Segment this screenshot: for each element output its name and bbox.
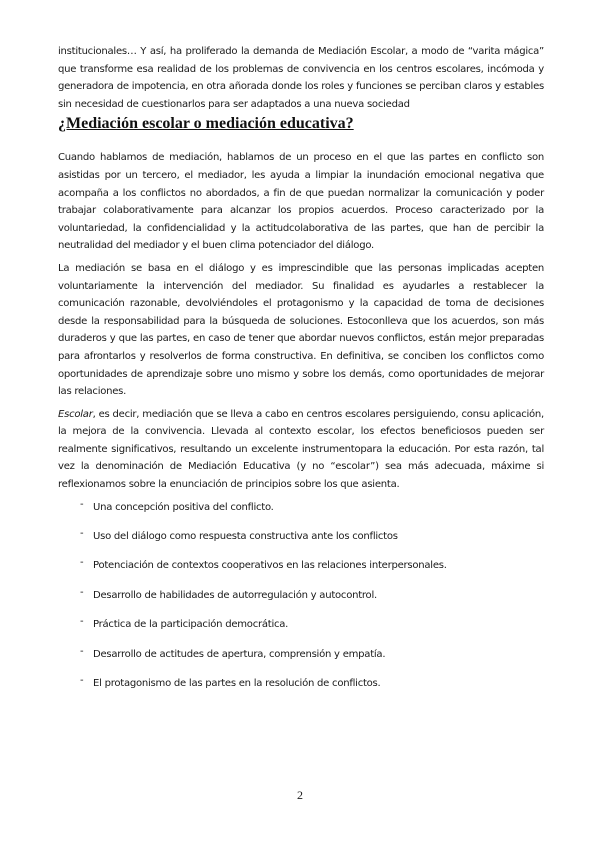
list-item: - El protagonismo de las partes en la resolución de conflictos. [80, 675, 381, 689]
principles-list [58, 498, 544, 707]
list-item: - Potenciación de contextos cooperativos en las relaciones interpersonales. [80, 557, 447, 572]
dash-bullet-icon: - [80, 557, 84, 569]
paragraph-escolar [58, 406, 544, 494]
paragraph-dialogue: La mediación se basa en el diálogo y es imprescindible que las personas implicadas acepten voluntariamente la intervención del mediador. Su finalidad es ayudarles a restablecer la comunicación razonable, devolviéndoles el protagonismo y la capacidad de toma de decisiones desde la responsabilidad para la búsqueda de soluciones. Estoconlleva que los acuerdos, son más duraderos y que las partes, en caso de tener que abordar nuevos conflictos, están mejor preparadas para afrontarlos y resolverlos de forma constructiva. En definitiva, se conciben los conflictos como oportunidades de aprendizaje sobre uno mismo y sobre los demás, como oportunidades de mejorar las relaciones. [58, 262, 544, 398]
list-item: - Uso del diálogo como respuesta constructiva ante los conflictos [80, 528, 398, 543]
paragraph-escolar-text: , es decir, mediación que se lleva a cabo en centros escolares persiguiendo, consu aplicación, la mejora de la convivencia. Llevada al contexto escolar, los efectos beneficiosos pueden ser realmente significativos, resultando un excelente instrumentopara la educación. Por esta razón, tal vez la denominación de Mediación Educativa (y no “escolar”) sea más adecuada, máxime si reflexionamos sobre la enunciación de principios sobre los que asienta. [58, 408, 544, 491]
dash-bullet-icon: - [80, 675, 84, 686]
page-number: 2 [297, 788, 303, 802]
escolar-term: Escolar [58, 408, 93, 420]
dash-bullet-icon: - [80, 586, 84, 598]
document-page [58, 43, 544, 706]
intro-paragraph: institucionales… Y así, ha proliferado la demanda de Mediación Escolar, a modo de “varita mágica” que transforme esa realidad de los problemas de convivencia en los centros escolares, incómoda y generadora de impotencia, en otra añorada donde los roles y funciones se perciban claros y estables sin necesidad de cuestionarlos para ser adaptados a una nueva sociedad [58, 46, 544, 110]
list-item: - Práctica de la participación democrática. [80, 616, 289, 631]
paragraph-definition: Cuando hablamos de mediación, hablamos de un proceso en el que las partes en conflicto son asistidas por un tercero, el mediador, les ayuda a limpiar la inundación emocional negativa que acompaña a los conflictos no abordados, a fin de que puedan normalizar la comunicación y poder trabajar colaborativamente para alcanzar los propios acuerdos. Proceso caracterizado por la voluntariedad, la confidencialidad y la actitudcolaborativa de las partes, que han de percibir la neutralidad del mediador y el buen clima potenciador del diálogo. [58, 152, 544, 252]
list-item: - Desarrollo de actitudes de apertura, comprensión y empatía. [80, 645, 386, 660]
dash-bullet-icon: - [80, 498, 84, 510]
dash-bullet-icon: - [80, 645, 84, 657]
dash-bullet-icon: - [80, 528, 84, 540]
section-heading: ¿Mediación escolar o mediación educativa? [58, 115, 354, 133]
list-item: - Una concepción positiva del conflicto. [80, 498, 274, 513]
list-item: - Desarrollo de habilidades de autorregulación y autocontrol. [80, 586, 377, 601]
dash-bullet-icon: - [80, 616, 84, 628]
